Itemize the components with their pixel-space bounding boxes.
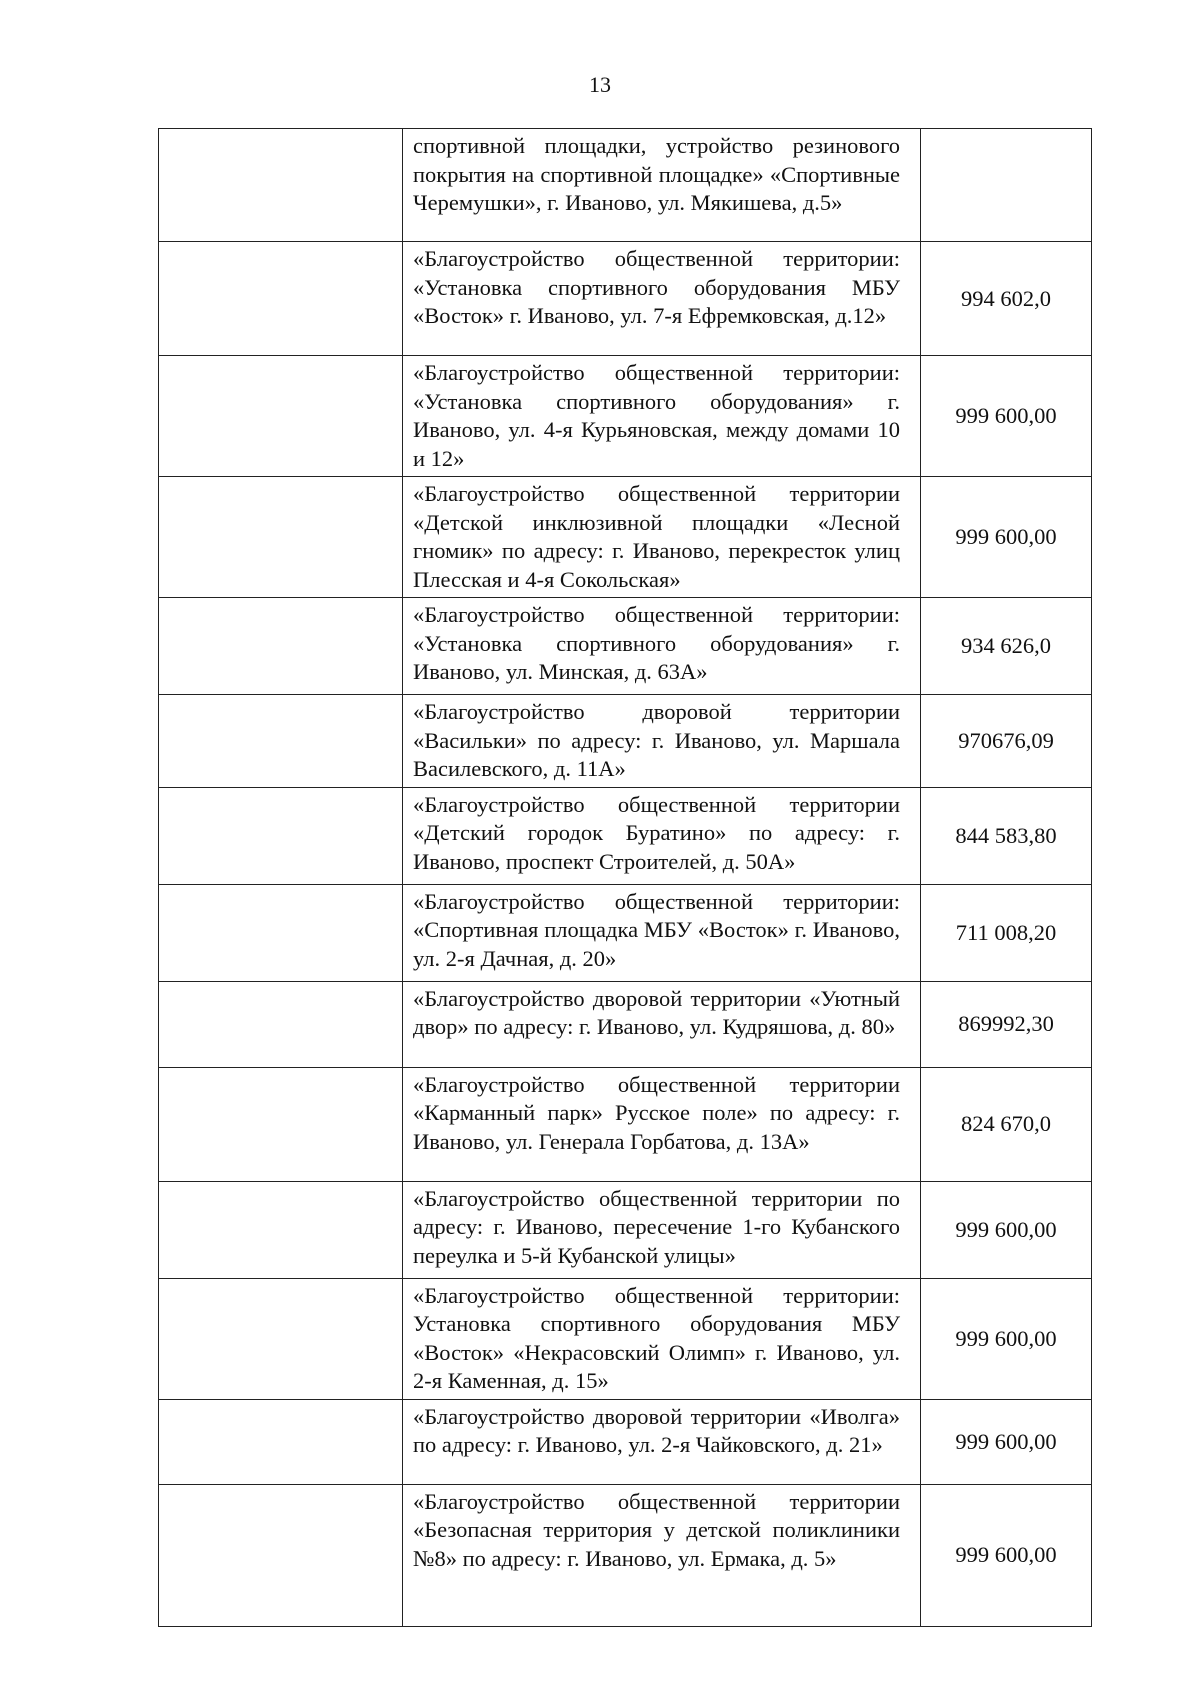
- project-description: «Благоустройство общественной территории «Детский городок Буратино» по адресу: г. Иваново, проспект Строителей, д. 50А»: [403, 787, 921, 884]
- empty-cell: [159, 242, 403, 356]
- empty-cell: [159, 981, 403, 1067]
- page-number: 13: [589, 72, 611, 97]
- project-amount: 999 600,00: [921, 1278, 1092, 1399]
- project-amount: [921, 129, 1092, 242]
- project-description: «Благоустройство общественной территории «Карманный парк» Русское поле» по адресу: г. Иваново, ул. Генерала Горбатова, д. 13А»: [403, 1067, 921, 1181]
- empty-cell: [159, 1067, 403, 1181]
- empty-cell: [159, 1484, 403, 1626]
- project-description: «Благоустройство общественной территории по адресу: г. Иваново, пересечение 1-го Кубанского переулка и 5-й Кубанской улицы»: [403, 1181, 921, 1278]
- empty-cell: [159, 356, 403, 477]
- table-row: [159, 695, 1092, 788]
- project-amount: 824 670,0: [921, 1067, 1092, 1181]
- project-amount: 999 600,00: [921, 356, 1092, 477]
- project-amount: 999 600,00: [921, 1484, 1092, 1626]
- table-row: [159, 884, 1092, 981]
- empty-cell: [159, 598, 403, 695]
- empty-cell: [159, 787, 403, 884]
- project-amount: 869992,30: [921, 981, 1092, 1067]
- empty-cell: [159, 884, 403, 981]
- empty-cell: [159, 695, 403, 788]
- project-description: спортивной площадки, устройство резинового покрытия на спортивной площадке» «Спортивные Черемушки», г. Иваново, ул. Мякишева, д.5»: [403, 129, 921, 242]
- empty-cell: [159, 1399, 403, 1484]
- empty-cell: [159, 129, 403, 242]
- project-amount: 844 583,80: [921, 787, 1092, 884]
- project-amount: 711 008,20: [921, 884, 1092, 981]
- project-amount: 999 600,00: [921, 1399, 1092, 1484]
- project-description: «Благоустройство общественной территории «Безопасная территория у детской поликлиники №8» по адресу: г. Иваново, ул. Ермака, д. 5»: [403, 1484, 921, 1626]
- table-row: [159, 477, 1092, 598]
- project-amount: 934 626,0: [921, 598, 1092, 695]
- project-amount: 994 602,0: [921, 242, 1092, 356]
- project-description: «Благоустройство общественной территории: «Установка спортивного оборудования МБУ «Восток» г. Иваново, ул. 7-я Ефремковская, д.12»: [403, 242, 921, 356]
- project-amount: 999 600,00: [921, 477, 1092, 598]
- project-amount: 970676,09: [921, 695, 1092, 788]
- table-row: [159, 129, 1092, 242]
- project-description: «Благоустройство общественной территории: «Установка спортивного оборудования» г. Иваново, ул. 4-я Курьяновская, между домами 10 и 12»: [403, 356, 921, 477]
- project-description: «Благоустройство общественной территории «Детской инклюзивной площадки «Лесной гномик» по адресу: г. Иваново, перекресток улиц Плесская и 4-я Сокольская»: [403, 477, 921, 598]
- empty-cell: [159, 1181, 403, 1278]
- table-row: [159, 787, 1092, 884]
- table-row: [159, 981, 1092, 1067]
- empty-cell: [159, 1278, 403, 1399]
- table-row: [159, 1278, 1092, 1399]
- project-description: «Благоустройство дворовой территории «Васильки» по адресу: г. Иваново, ул. Маршала Василевского, д. 11А»: [403, 695, 921, 788]
- project-description: «Благоустройство общественной территории: Установка спортивного оборудования МБУ «Восток» «Некрасовский Олимп» г. Иваново, ул. 2-я Каменная, д. 15»: [403, 1278, 921, 1399]
- projects-table: [158, 128, 1092, 1627]
- table-row: [159, 242, 1092, 356]
- project-description: «Благоустройство общественной территории: «Спортивная площадка МБУ «Восток» г. Иваново, ул. 2-я Дачная, д. 20»: [403, 884, 921, 981]
- table-row: [159, 1399, 1092, 1484]
- table-row: [159, 356, 1092, 477]
- empty-cell: [159, 477, 403, 598]
- table-row: [159, 1484, 1092, 1626]
- table-row: [159, 598, 1092, 695]
- table-row: [159, 1181, 1092, 1278]
- project-description: «Благоустройство общественной территории: «Установка спортивного оборудования» г. Иваново, ул. Минская, д. 63А»: [403, 598, 921, 695]
- project-amount: 999 600,00: [921, 1181, 1092, 1278]
- project-description: «Благоустройство дворовой территории «Иволга» по адресу: г. Иваново, ул. 2-я Чайковского, д. 21»: [403, 1399, 921, 1484]
- table-row: [159, 1067, 1092, 1181]
- project-description: «Благоустройство дворовой территории «Уютный двор» по адресу: г. Иваново, ул. Кудряшова, д. 80»: [403, 981, 921, 1067]
